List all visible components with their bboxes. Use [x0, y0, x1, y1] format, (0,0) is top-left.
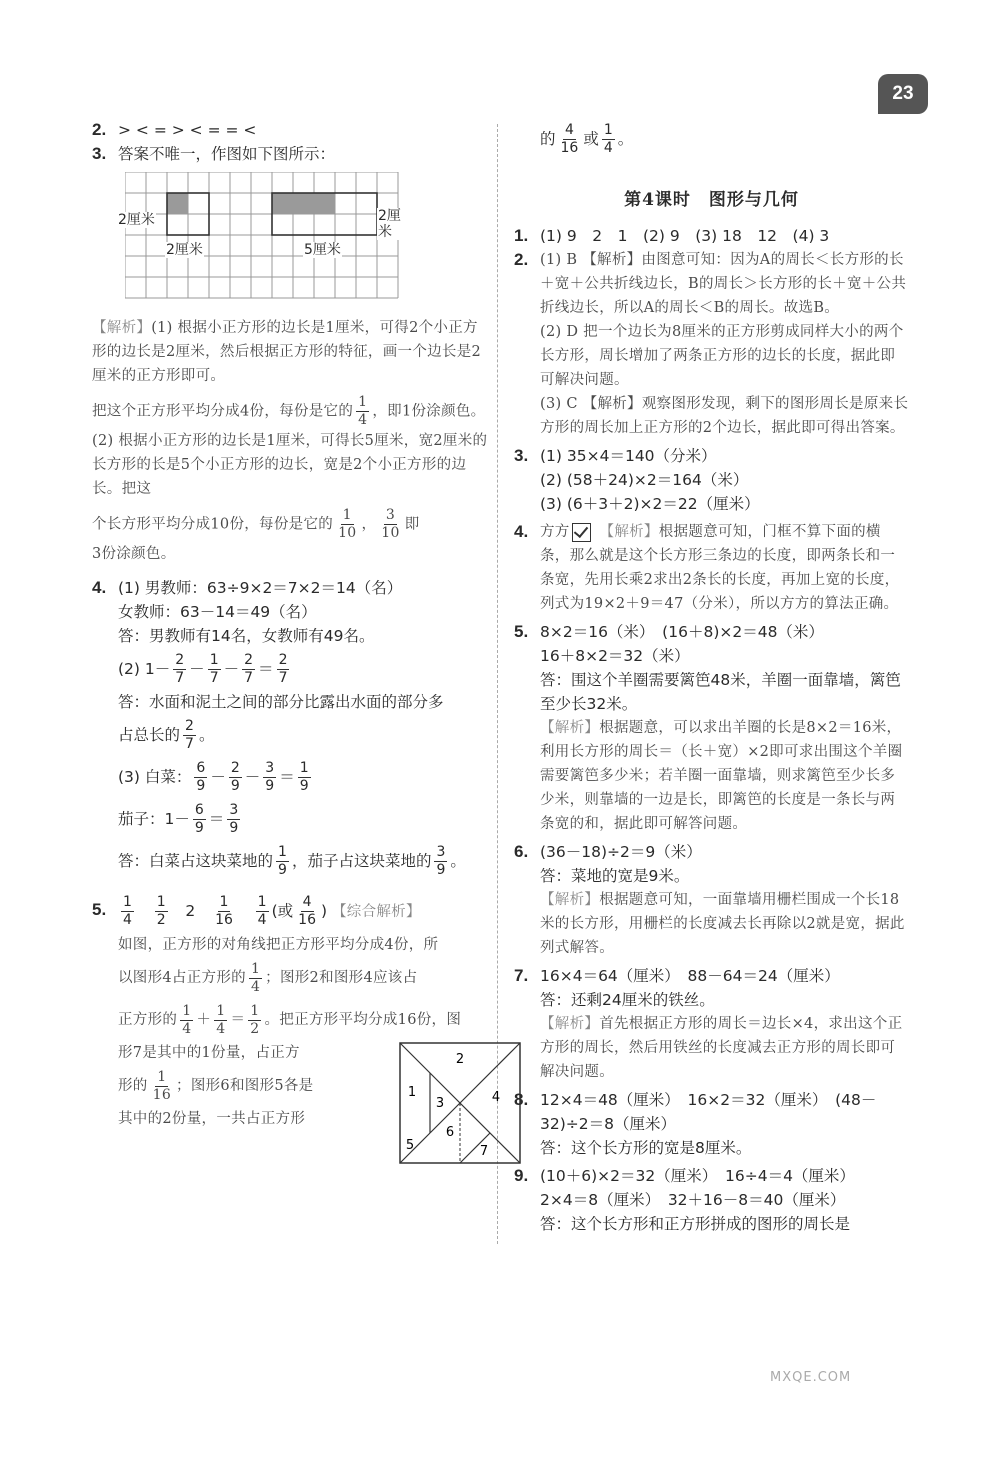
answer-text: > < = > < = = <	[118, 121, 257, 139]
grid-figure	[118, 172, 405, 302]
question-8	[514, 1088, 909, 1160]
explanation-tag: 【解析】	[92, 320, 152, 336]
explanation-text: 【解析】首先根据正方形的周长＝边长×4，求出这个正方形的周长，然后用铁丝的长度减去正方形的周长即可解决问题。	[540, 1016, 903, 1080]
question-number: 7.	[514, 966, 529, 985]
tangram-label: 7	[479, 1144, 489, 1159]
fraction: $\frac{1}{10}$	[338, 507, 357, 541]
explanation-text: (1) 根据小正方形的边长是1厘米，可得2个小正方形的边长是2厘米，然后根据正方形的特征，画一个边长是2厘米的正方形即可。	[92, 320, 482, 384]
shaded-cells	[272, 193, 335, 214]
explanation-text: (1) B 【解析】由图意可知：因为A的周长＜长方形的长＋宽＋公共折线边长，B的周长＞长方形的长＋宽＋公共折线边长，所以A的周长＜B的周长。故选B。	[540, 252, 907, 316]
answer-line: 答：这个长方形的宽是8厘米。	[540, 1139, 752, 1157]
grid-label: 2厘米	[118, 212, 155, 228]
explanation-text: 形7是其中的1份量，占正方	[118, 1045, 300, 1061]
fraction: $\frac{6}{9}$	[194, 802, 204, 836]
explanation-text: 如图，正方形的对角线把正方形平均分成4份，所	[118, 937, 439, 953]
answer-line: (2) 1－ $\frac{2}{7}$ － $\frac{1}{7}$ － $\frac{2}{7}$ ＝ $\frac{2}{7}$	[118, 652, 288, 686]
answer-line: (3) (6＋3＋2)×2＝22（厘米）	[540, 495, 760, 513]
explanation	[92, 316, 490, 388]
answer-line: 答：围这个羊圈需要篱笆48米，羊圈一面靠墙，篱笆至少长32米。	[540, 671, 901, 713]
question-1	[514, 224, 909, 248]
question-2	[92, 118, 490, 142]
answer-line: (3) 白菜： $\frac{6}{9}$ － $\frac{2}{9}$ － $\frac{3}{9}$ ＝ $\frac{1}{9}$	[118, 760, 309, 794]
explanation-text: 【解析】根据题意可知，一面靠墙用栅栏围成一个长18米的长方形，用栅栏的长度减去长再除以2就是宽，据此列式解答。	[540, 892, 905, 956]
fraction: $\frac{6}{9}$	[196, 760, 206, 794]
fraction: $\frac{1}{4}$	[257, 894, 267, 928]
answer-line: (2) (58＋24)×2＝164（米）	[540, 471, 749, 489]
explanation-text: 其中的2份量，一共占正方形	[118, 1111, 306, 1127]
continuation-line: 的 $\frac{4}{16}$ 或 $\frac{1}{4}$ 。	[540, 122, 634, 156]
explanation-text: (2) D 把一个边长为8厘米的正方形剪成同样大小的两个长方形，周长增加了两条正方形的边长的长度，据此即可解决问题。	[540, 324, 904, 388]
fraction: $\frac{1}{16}$	[152, 1068, 172, 1103]
answer-text: 答案不唯一，作图如下图所示：	[118, 145, 336, 163]
question-7	[514, 964, 909, 1084]
tangram-label: 4	[491, 1090, 501, 1105]
explanation	[92, 542, 490, 566]
tangram-label: 2	[455, 1052, 465, 1067]
answer-line: 答：还剩24厘米的铁丝。	[540, 991, 715, 1009]
question-number: 5.	[92, 900, 107, 919]
question-number: 8.	[514, 1090, 529, 1109]
answer-line: 答：水面和泥土之间的部分比露出水面的部分多	[118, 693, 444, 711]
question-number: 1.	[514, 226, 529, 245]
fraction: $\frac{1}{9}$	[299, 760, 309, 794]
answer-line: 16＋8×2＝32（米）	[540, 647, 690, 665]
question-number: 9.	[514, 1166, 529, 1185]
answer-line: 答：菜地的宽是9米。	[540, 867, 690, 885]
question-3	[514, 444, 909, 516]
fraction: $\frac{4}{16}$	[298, 894, 316, 928]
answer-line: $\frac{1}{4}$ $\frac{1}{2}$ 2 $\frac{1}{16}$ $\frac{1}{4}$ (或 $\frac{4}{16}$ ) 【综合解析】	[123, 894, 421, 928]
answer-line: (1) 35×4＝140（分米）	[540, 447, 717, 465]
fraction: $\frac{2}{7}$	[175, 652, 185, 686]
answer-line: 12×4＝48（厘米） 16×2＝32（厘米） (48－32)÷2＝8（厘米）	[540, 1091, 877, 1133]
answer-line: 2×4＝8（厘米） 32＋16－8＝40（厘米）	[540, 1191, 846, 1209]
question-4	[92, 576, 490, 882]
answer-line: (1) 男教师：63÷9×2＝7×2＝14（名）	[118, 579, 403, 597]
question-number: 4.	[514, 522, 529, 541]
explanation-text: 个长方形平均分成10份，每份是它的	[92, 516, 334, 533]
fraction: $\frac{2}{7}$	[244, 652, 254, 686]
fraction: $\frac{2}{7}$	[185, 718, 194, 752]
grid-label: 2厘米	[377, 208, 405, 240]
answer-line: (36－18)÷2＝9（米）	[540, 843, 702, 861]
answer-text: (1) 9 2 1 (2) 9 (3) 18 12 (4) 3	[540, 227, 830, 245]
explanation-text: 方方 【解析】根据题意可知，门框不算下面的横条，那么就是这个长方形三条边的长度，即两条长和一条宽，先用长乘2求出2条长的长度，再加上宽的长度，列式为19×2＋9＝47（分米），所以方方的算法正确。	[540, 524, 900, 612]
question-number: 6.	[514, 842, 529, 861]
question-5	[514, 620, 909, 836]
fraction: $\frac{1}{4}$	[182, 1002, 192, 1037]
explanation-text: ，即1份涂颜色。(2) 根据小正方形的边长是1厘米，可得长5厘米，宽2厘米的长方形的长是5个小正方形的边长，宽是2个小正方形的边长。把这	[92, 403, 488, 497]
question-number: 2.	[514, 250, 529, 269]
answer-line: 16×4＝64（厘米） 88－64＝24（厘米）	[540, 967, 840, 985]
fraction: $\frac{2}{7}$	[278, 652, 288, 686]
fraction: $\frac{1}{4}$	[216, 1002, 226, 1037]
left-column	[92, 118, 501, 1159]
answer-line: 茄子：1－ $\frac{6}{9}$ ＝ $\frac{3}{9}$	[118, 802, 239, 836]
check-icon	[572, 523, 591, 542]
tangram-label: 3	[435, 1096, 445, 1111]
explanation-text: 即	[404, 516, 420, 533]
question-number: 4.	[92, 578, 107, 597]
page-number-badge: 23	[878, 74, 928, 114]
fraction: $\frac{1}{2}$	[156, 894, 166, 928]
explanation: 个长方形平均分成10份，每份是它的 $\frac{1}{10}$ ， $\frac{3}{10}$ 即	[92, 507, 420, 541]
explanation-text: 正方形的 $\frac{1}{4}$ ＋ $\frac{1}{4}$ ＝ $\frac{1}{2}$ 。把正方形平均分成16份，图	[118, 1002, 462, 1037]
answer-line: 答：这个长方形和正方形拼成的图形的周长是	[540, 1215, 851, 1233]
answer-line: 占总长的 $\frac{2}{7}$ 。	[118, 718, 215, 752]
grid-label: 2厘米	[166, 242, 203, 258]
fraction: $\frac{3}{9}$	[265, 760, 275, 794]
fraction: $\frac{1}{4}$	[250, 960, 261, 995]
fraction: $\frac{2}{9}$	[230, 760, 240, 794]
right-column	[514, 118, 909, 1236]
question-5	[92, 890, 501, 1159]
fraction: $\frac{3}{10}$	[381, 507, 400, 541]
question-6	[514, 840, 909, 960]
question-2	[514, 248, 909, 440]
answer-line: 答：男教师有14名，女教师有49名。	[118, 627, 375, 645]
fraction: $\frac{3}{9}$	[229, 802, 239, 836]
question-3	[92, 142, 490, 166]
answer-line: 8×2＝16（米） (16＋8)×2＝48（米）	[540, 623, 824, 641]
section-heading: 第4课时 图形与几何	[624, 190, 799, 210]
fraction: $\frac{1}{4}$	[123, 894, 132, 928]
explanation-text: 【解析】根据题意，可以求出羊圈的长是8×2＝16米，利用长方形的周长＝（长＋宽）×2即可求出围这个羊圈需要篱笆多少米；若羊圈一面靠墙，则求篱笆至少长多少米，则靠墙的一边是长，即篱笆的长度是一条长与两条宽的和，据此即可解答问题。	[540, 720, 903, 832]
fraction: $\frac{1}{2}$	[250, 1002, 260, 1037]
fraction: $\frac{1}{7}$	[209, 652, 219, 686]
question-number: 3.	[514, 446, 529, 465]
grid-label: 5厘米	[304, 242, 341, 258]
fraction: $\frac{1}{9}$	[278, 844, 287, 878]
question-number: 2.	[92, 120, 107, 139]
question-9	[514, 1164, 909, 1236]
question-number: 5.	[514, 622, 529, 641]
answer-line: 女教师：63－14＝49（名）	[118, 603, 317, 621]
answer-line: (10＋6)×2＝32（厘米） 16÷4＝4（厘米）	[540, 1167, 855, 1185]
explanation-tag: 【综合解析】	[331, 904, 421, 920]
explanation	[92, 394, 490, 501]
shaded-cell	[167, 193, 188, 214]
fraction: $\frac{1}{4}$	[603, 122, 613, 156]
question-4	[514, 520, 909, 616]
tangram-figure	[398, 1041, 522, 1165]
question-number: 3.	[92, 144, 107, 163]
fraction: $\frac{4}{16}$	[560, 122, 579, 156]
watermark-text: MXQE.COM	[770, 1370, 852, 1385]
tangram-label: 6	[445, 1125, 455, 1140]
grid-drawing	[125, 172, 405, 302]
explanation-text: 形的 $\frac{1}{16}$ ；图形6和图形5各是	[118, 1068, 314, 1103]
fraction: $\frac{1}{16}$	[215, 894, 233, 928]
answer-line: 答：白菜占这块菜地的 $\frac{1}{9}$ ，茄子占这块菜地的 $\frac{3}{9}$ 。	[118, 844, 466, 878]
explanation-text: 把这个正方形平均分成4份，每份是它的	[92, 403, 354, 420]
fraction: $\frac{3}{9}$	[436, 844, 446, 878]
tangram-label: 5	[405, 1138, 415, 1153]
explanation-text: (3) C 【解析】观察图形发现，剩下的图形周长是原来长方形的周长加上正方形的2个边长，据此即可得出答案。	[540, 396, 909, 436]
explanation-text: 以图形4占正方形的 $\frac{1}{4}$ ；图形2和图形4应该占	[118, 960, 418, 995]
fraction: $\frac{1}{4}$	[358, 394, 368, 428]
tangram-label: 1	[407, 1085, 417, 1100]
explanation-text: 3份涂颜色。	[92, 546, 176, 562]
